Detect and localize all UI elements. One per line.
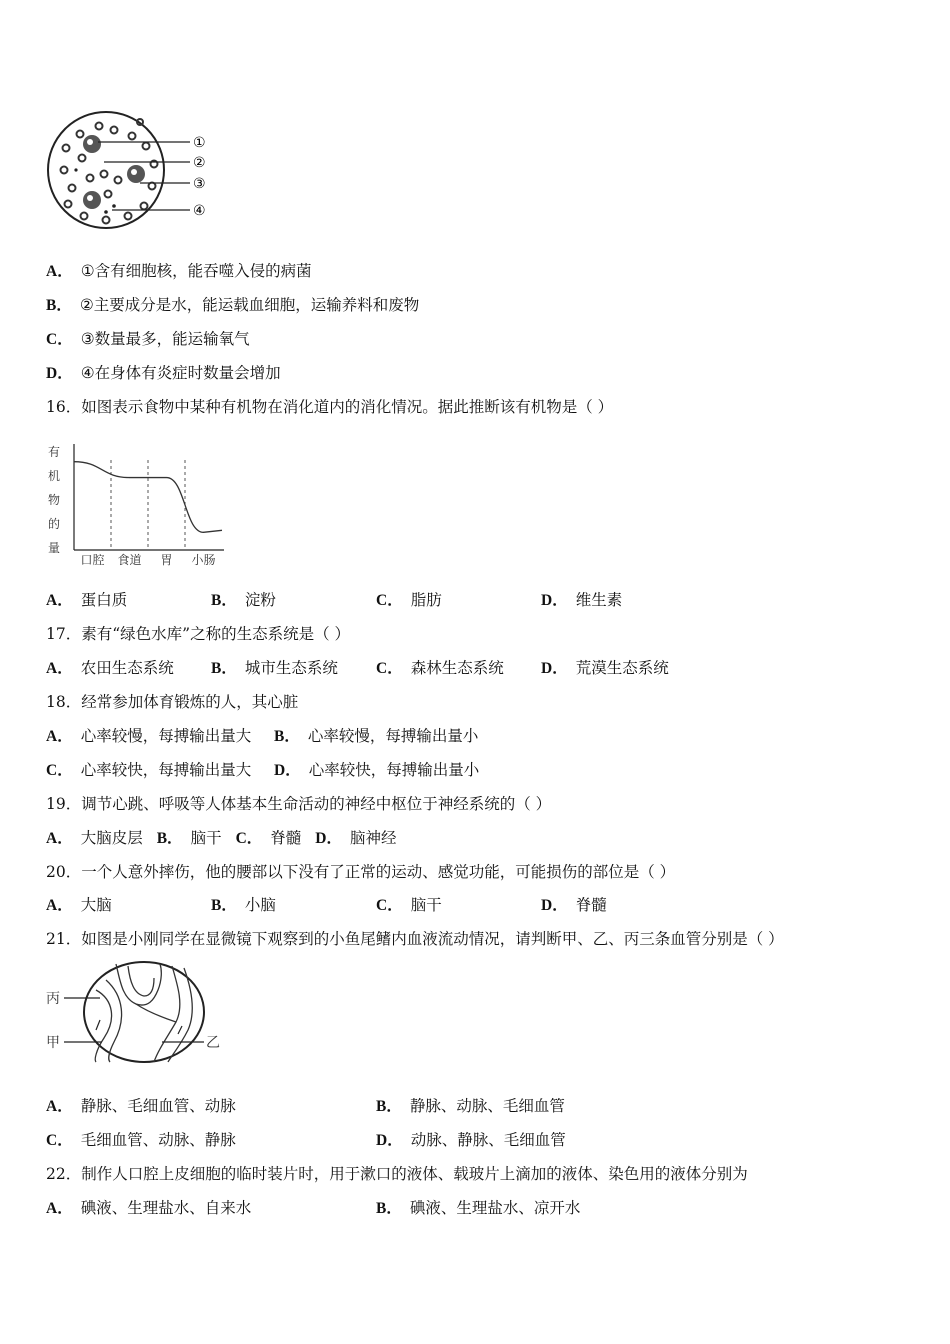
x-tick-label: 小肠 <box>191 553 216 567</box>
digestion-chart <box>44 440 234 570</box>
q16-option-b: B． 淀粉 <box>211 591 276 609</box>
q15-option-a: A． ①含有细胞核，能吞噬入侵的病菌 <box>46 262 312 280</box>
q20-option-a: A． 大脑 <box>46 896 112 914</box>
q21-option-b: B． 静脉、动脉、毛细血管 <box>376 1097 565 1115</box>
q17-option-c: C． 森林生态系统 <box>376 659 504 677</box>
x-tick-label: 胃 <box>160 553 173 567</box>
q20-option-b: B． 小脑 <box>211 896 276 914</box>
q15-option-c: C． ③数量最多，能运输氧气 <box>46 330 250 348</box>
y-axis-label-char: 机 <box>48 469 61 483</box>
q16-option-d: D． 维生素 <box>541 591 623 609</box>
y-axis-label-char: 有 <box>48 445 61 459</box>
q18-option-d: D． 心率较快，每搏输出量小 <box>274 761 480 779</box>
q20-option-c: C． 脑干 <box>376 896 442 914</box>
q19-options: A． 大脑皮层 B． 脑干 C． 脊髓 D． 脑神经 <box>46 829 397 847</box>
q15-option-d: D． ④在身体有炎症时数量会增加 <box>46 364 281 382</box>
q22-option-a: A． 碘液、生理盐水、自来水 <box>46 1199 252 1217</box>
q21-option-c: C． 毛细血管、动脉、静脉 <box>46 1131 236 1149</box>
q18-option-a: A． 心率较慢，每搏输出量大 <box>46 727 252 745</box>
y-axis-label-char: 物 <box>48 493 61 507</box>
x-tick-label: 食道 <box>117 553 142 567</box>
q17-option-b: B． 城市生态系统 <box>211 659 338 677</box>
fig21-label-jia: 甲 <box>46 1035 60 1051</box>
q18-stem: 18．经常参加体育锻炼的人，其心脏 <box>46 693 299 711</box>
fig15-label-4: ④ <box>193 203 206 219</box>
q18-option-b: B． 心率较慢，每搏输出量小 <box>274 727 479 745</box>
q16-option-a: A． 蛋白质 <box>46 591 128 609</box>
fig15-label-2: ② <box>193 155 206 171</box>
q17-option-d: D． 荒漠生态系统 <box>541 659 669 677</box>
y-axis-label-char: 量 <box>48 541 61 555</box>
fig21-label-bing: 丙 <box>46 991 60 1007</box>
fig15-label-1: ① <box>193 135 206 151</box>
q21-option-a: A． 静脉、毛细血管、动脉 <box>46 1097 236 1115</box>
q17-option-a: A． 农田生态系统 <box>46 659 174 677</box>
q17-stem: 17．素有“绿色水库”之称的生态系统是（ ） <box>46 625 350 643</box>
fig15-label-3: ③ <box>193 176 206 192</box>
q20-stem: 20．一个人意外摔伤，他的腰部以下没有了正常的运动、感觉功能，可能损伤的部位是（ ） <box>46 863 676 881</box>
fig21-label-yi: 乙 <box>206 1035 220 1051</box>
q22-option-b: B． 碘液、生理盐水、凉开水 <box>376 1199 581 1217</box>
q21-option-d: D． 动脉、静脉、毛细血管 <box>376 1131 566 1149</box>
q20-option-d: D． 脊髓 <box>541 896 607 914</box>
q18-option-c: C． 心率较快，每搏输出量大 <box>46 761 252 779</box>
q16-option-c: C． 脂肪 <box>376 591 442 609</box>
q16-stem: 16．如图表示食物中某种有机物在消化道内的消化情况。据此推断该有机物是（ ） <box>46 398 614 416</box>
blood-smear-figure <box>44 108 224 248</box>
q22-stem: 22．制作人口腔上皮细胞的临时装片时，用于漱口的液体、载玻片上滴加的液体、染色用的液体分别为 <box>46 1165 748 1183</box>
q15-option-b: B． ②主要成分是水，能运载血细胞，运输养料和废物 <box>46 296 420 314</box>
x-tick-label: 口腔 <box>80 553 105 567</box>
y-axis-label-char: 的 <box>48 517 61 531</box>
q19-stem: 19．调节心跳、呼吸等人体基本生命活动的神经中枢位于神经系统的（ ） <box>46 795 552 813</box>
fish-tail-vessels-figure <box>44 960 234 1070</box>
q21-stem: 21．如图是小刚同学在显微镜下观察到的小鱼尾鳍内血液流动情况，请判断甲、乙、丙三条血管分别是（ ） <box>46 930 784 948</box>
